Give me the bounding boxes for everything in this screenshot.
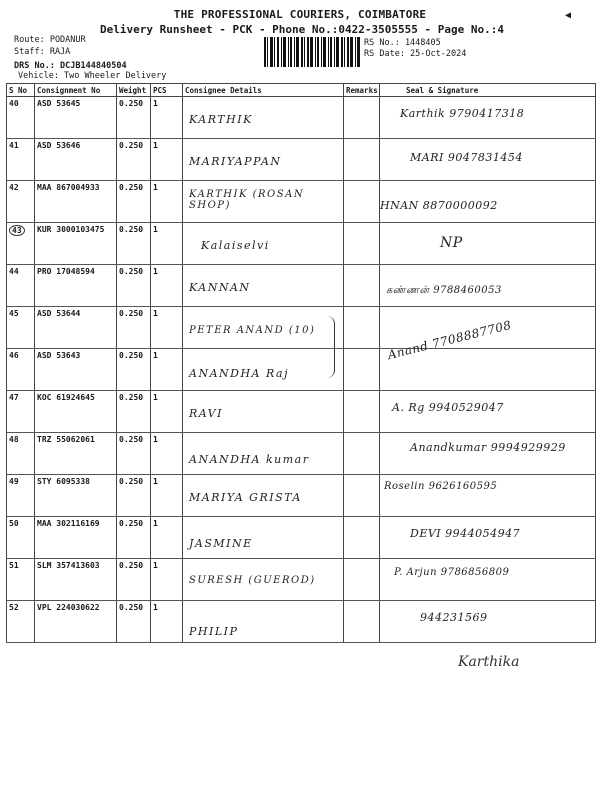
remarks-cell — [344, 181, 380, 223]
col-header-consignment: Consignment No — [35, 84, 117, 97]
consignee-cell — [183, 307, 344, 349]
consignee-cell — [183, 223, 344, 265]
weight-cell: 0.250 — [117, 97, 151, 139]
consignee-name: PHILIP — [189, 625, 239, 638]
consignment-cell: MAA 302116169 — [35, 517, 117, 559]
consignment-cell: TRZ 55062061 — [35, 433, 117, 475]
col-header-sno: S No — [7, 84, 35, 97]
remarks-cell — [344, 265, 380, 307]
runsheet-subtitle: Delivery Runsheet - PCK - Phone No.:0422-3505555 - Page No.:4 — [100, 23, 504, 36]
pcs-cell: 1 — [151, 223, 183, 265]
remarks-cell — [344, 307, 380, 349]
signature-text: Anand 7708887708 — [386, 317, 513, 363]
company-title: THE PROFESSIONAL COURIERS, COIMBATORE — [173, 8, 427, 21]
table-row — [7, 97, 596, 139]
weight-cell: 0.250 — [117, 265, 151, 307]
pcs-cell: 1 — [151, 559, 183, 601]
consignee-name: MARIYAPPAN — [189, 155, 282, 168]
col-header-consignee: Consignee Details — [183, 84, 344, 97]
consignee-cell — [183, 559, 344, 601]
table-row — [7, 307, 596, 349]
pcs-cell: 1 — [151, 265, 183, 307]
col-header-pcs: PCS — [151, 84, 183, 97]
sno-cell: 45 — [7, 307, 35, 349]
table-row — [7, 139, 596, 181]
consignee-cell — [183, 475, 344, 517]
weight-cell: 0.250 — [117, 391, 151, 433]
pcs-cell: 1 — [151, 475, 183, 517]
weight-cell: 0.250 — [117, 223, 151, 265]
signature-cell — [380, 475, 596, 517]
pcs-cell: 1 — [151, 517, 183, 559]
pcs-cell: 1 — [151, 181, 183, 223]
corner-mark-icon: ◀ — [565, 10, 572, 21]
consignee-name: Kalaiselvi — [201, 239, 270, 252]
sno-cell: 50 — [7, 517, 35, 559]
sno-cell — [7, 223, 35, 265]
consignment-cell: VPL 224030622 — [35, 601, 117, 643]
route-label: Route: PODANUR — [14, 35, 86, 45]
signature-text: DEVI 9944054947 — [410, 527, 521, 540]
consignee-cell — [183, 601, 344, 643]
signature-cell — [380, 349, 596, 391]
pcs-cell: 1 — [151, 601, 183, 643]
table-row — [7, 475, 596, 517]
drs-number: DRS No.: DCJB144840504 — [14, 61, 127, 71]
consignee-cell — [183, 349, 344, 391]
consignee-cell — [183, 97, 344, 139]
sno-cell: 40 — [7, 97, 35, 139]
signature-cell — [380, 559, 596, 601]
remarks-cell — [344, 139, 380, 181]
weight-cell: 0.250 — [117, 517, 151, 559]
weight-cell: 0.250 — [117, 139, 151, 181]
signature-cell — [380, 307, 596, 363]
remarks-cell — [344, 391, 380, 433]
barcode-icon — [264, 37, 360, 67]
consignment-cell: KUR 3000103475 — [35, 223, 117, 265]
weight-cell: 0.250 — [117, 433, 151, 475]
consignee-name: MARIYA GRISTA — [189, 491, 302, 504]
consignee-name: KANNAN — [189, 281, 251, 294]
sno-cell: 44 — [7, 265, 35, 307]
consignment-cell: ASD 53646 — [35, 139, 117, 181]
signature-cell — [380, 265, 596, 307]
remarks-cell — [344, 601, 380, 643]
consignee-cell — [183, 265, 344, 307]
runsheet-table — [6, 83, 596, 643]
sno-cell: 48 — [7, 433, 35, 475]
table-row — [7, 559, 596, 601]
consignee-cell — [183, 139, 344, 181]
remarks-cell — [344, 517, 380, 559]
table-row — [7, 433, 596, 475]
consignment-cell: ASD 53645 — [35, 97, 117, 139]
signature-cell — [380, 223, 596, 265]
table-header-row — [7, 84, 596, 97]
signature-text: NP — [440, 235, 463, 251]
consignee-name: KARTHIK (ROSAN SHOP) — [189, 189, 305, 211]
signature-text: MARI 9047831454 — [410, 151, 523, 164]
remarks-cell — [344, 349, 380, 391]
weight-cell: 0.250 — [117, 181, 151, 223]
table-row — [7, 181, 596, 223]
consignment-cell: STY 6095338 — [35, 475, 117, 517]
weight-cell: 0.250 — [117, 349, 151, 391]
remarks-cell — [344, 433, 380, 475]
table-row — [7, 349, 596, 391]
signature-cell — [380, 391, 596, 433]
consignee-name: KARTHIK — [189, 113, 253, 126]
consignee-name: RAVI — [189, 407, 223, 420]
table-row — [7, 517, 596, 559]
table-row — [7, 391, 596, 433]
signature-text: HNAN 8870000092 — [380, 199, 498, 212]
signature-text: A. Rg 9940529047 — [392, 401, 504, 414]
pcs-cell: 1 — [151, 97, 183, 139]
weight-cell: 0.250 — [117, 307, 151, 349]
consignee-cell — [183, 433, 344, 475]
consignee-name: ANANDHA kumar — [189, 453, 310, 466]
handwritten-bracket — [326, 316, 335, 378]
weight-cell: 0.250 — [117, 475, 151, 517]
pcs-cell: 1 — [151, 391, 183, 433]
consignee-name: ANANDHA Raj — [189, 367, 289, 380]
remarks-cell — [344, 475, 380, 517]
sno-cell: 46 — [7, 349, 35, 391]
signature-cell — [380, 181, 596, 223]
signature-cell — [380, 601, 596, 643]
rs-number: RS No.: 1448405 — [364, 38, 441, 48]
consignee-name: JASMINE — [189, 537, 253, 550]
signature-text: P. Arjun 9786856809 — [394, 567, 510, 578]
sno-cell: 51 — [7, 559, 35, 601]
consignment-cell: PRO 17048594 — [35, 265, 117, 307]
vehicle-label: Vehicle: Two Wheeler Delivery — [18, 71, 167, 81]
remarks-cell — [344, 97, 380, 139]
pcs-cell: 1 — [151, 139, 183, 181]
weight-cell: 0.250 — [117, 559, 151, 601]
consignee-cell — [183, 391, 344, 433]
consignee-name: PETER ANAND (10) — [189, 325, 316, 336]
footer-signature: Karthika — [458, 654, 520, 670]
signature-text: Anandkumar 9994929929 — [410, 441, 566, 454]
pcs-cell: 1 — [151, 433, 183, 475]
consignment-cell: ASD 53643 — [35, 349, 117, 391]
table-row — [7, 223, 596, 265]
consignment-cell: SLM 357413603 — [35, 559, 117, 601]
consignment-cell: ASD 53644 — [35, 307, 117, 349]
consignment-cell: MAA 867004933 — [35, 181, 117, 223]
sno-cell: 52 — [7, 601, 35, 643]
rs-date: RS Date: 25-Oct-2024 — [364, 49, 467, 59]
col-header-remarks: Remarks — [344, 84, 380, 97]
staff-label: Staff: RAJA — [14, 47, 71, 57]
signature-cell — [380, 517, 596, 559]
signature-text: Karthik 9790417318 — [400, 107, 525, 120]
sno-cell: 49 — [7, 475, 35, 517]
remarks-cell — [344, 223, 380, 265]
pcs-cell: 1 — [151, 349, 183, 391]
consignee-cell — [183, 181, 344, 223]
consignee-name: SURESH (GUEROD) — [189, 575, 316, 586]
signature-text: கண்ணன் 9788460053 — [386, 285, 502, 296]
signature-text: 944231569 — [420, 611, 488, 624]
sno-cell: 47 — [7, 391, 35, 433]
pcs-cell: 1 — [151, 307, 183, 349]
sno-cell: 41 — [7, 139, 35, 181]
table-row — [7, 265, 596, 307]
consignment-cell: KOC 61924645 — [35, 391, 117, 433]
table-row — [7, 601, 596, 643]
signature-cell — [380, 139, 596, 181]
signature-cell — [380, 433, 596, 475]
sno-cell: 42 — [7, 181, 35, 223]
col-header-signature: Seal & Signature — [380, 84, 596, 97]
signature-cell — [380, 97, 596, 139]
signature-text: Roselin 9626160595 — [384, 481, 498, 492]
weight-cell: 0.250 — [117, 601, 151, 643]
circled-sno: 43 — [9, 225, 25, 236]
col-header-weight: Weight — [117, 84, 151, 97]
remarks-cell — [344, 559, 380, 601]
consignee-cell — [183, 517, 344, 559]
